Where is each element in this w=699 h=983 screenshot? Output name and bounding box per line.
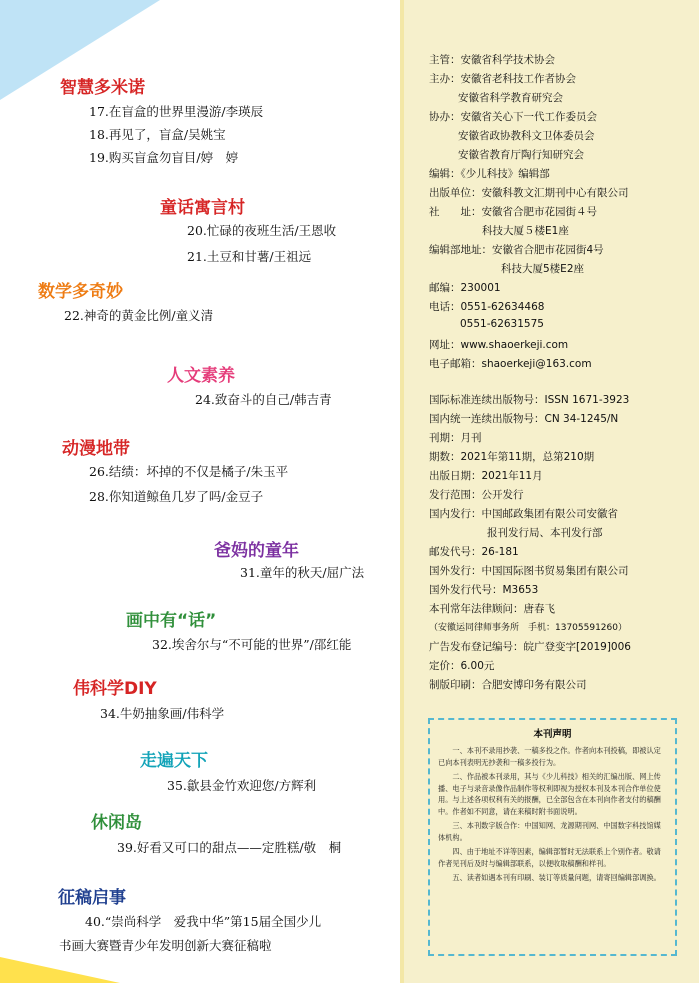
section-title: 征稿启事 (58, 888, 126, 908)
info-line: 国际标准连续出版物号：ISSN 1671-3923 (429, 394, 630, 406)
journal-statement-box (428, 718, 677, 956)
info-line: 出版单位：安徽科教文汇期刊中心有限公司 (429, 187, 629, 199)
section-title: 休闲岛 (91, 813, 142, 833)
statement-title: 本刊声明 (533, 729, 572, 740)
info-line: 邮编：230001 (429, 282, 501, 294)
section-title: 爸妈的童年 (214, 541, 299, 561)
info-line: 报刊发行局、本刊发行部 (487, 527, 603, 539)
info-line: 发行范围：公开发行 (429, 489, 524, 501)
toc-entry[interactable]: 28.你知道鲸鱼几岁了吗/金豆子 (89, 489, 264, 504)
section-title: 动漫地带 (62, 439, 130, 459)
info-line: 编辑部地址：安徽省合肥市花园街4号 (429, 244, 604, 256)
section-title: 走遍天下 (140, 751, 208, 771)
toc-entry[interactable]: 21.土豆和甘薯/王祖远 (187, 249, 312, 264)
info-line: 本刊常年法律顾问：唐春飞 (429, 603, 555, 615)
toc-entry[interactable]: 24.致奋斗的自己/韩吉青 (195, 392, 332, 407)
info-line: 定价：6.00元 (429, 660, 495, 672)
info-line: 主办：安徽省老科技工作者协会 (429, 73, 576, 85)
info-line: 国内发行：中国邮政集团有限公司安徽省 (429, 508, 618, 520)
info-line: （安徽运同律师事务所 手机：13705591260） (429, 623, 627, 633)
toc-entry[interactable]: 39.好看又可口的甜点——定胜糕/敬 桐 (117, 840, 342, 855)
statement-paragraph: 一、本刊不录用抄袭、一稿多投之作。作者向本刊投稿，即被认定已向本刊表明无抄袭和一稿多投行为。 (438, 746, 661, 767)
statement-paragraph: 五、读者如遇本刊有印刷、装订等质量问题，请寄回编辑部调换。 (452, 873, 661, 882)
info-line: 安徽省政协教科文卫体委员会 (458, 130, 595, 142)
info-line: 社 址：安徽省合肥市花园街４号 (429, 206, 597, 218)
info-line: 安徽省科学教育研究会 (458, 92, 563, 104)
info-line: 广告发布登记编号：皖广登变字[2019]006 (429, 641, 631, 653)
toc-entry[interactable]: 40.“崇尚科学 爱我中华”第15届全国少儿 (85, 914, 322, 929)
info-line: 国外发行：中国国际图书贸易集团有限公司 (429, 565, 629, 577)
info-line: 刊期：月刊 (429, 432, 482, 444)
info-line: 国外发行代号：M3653 (429, 584, 539, 596)
statement-paragraph: 二、作品被本刊录用，其与《少儿科技》相关的汇编出版、网上传播、电子与录音录像作品制作等权利即视为授权本刊及本刊合作单位使用。与上述各项权利有关的报酬，已全部包含在本刊向作者支付的稿酬中。作者如不同意，请在来稿时附书面说明。 (438, 772, 661, 816)
section-title: 智慧多米诺 (60, 78, 145, 98)
toc-entry[interactable]: 19.购买盲盒勿盲目/婷 婷 (89, 150, 239, 165)
info-line: 国内统一连续出版物号：CN 34-1245/N (429, 413, 619, 425)
statement-paragraph: 四、由于地址不详等因素，编辑部暂时无法联系上个别作者。敬请作者见刊后及时与编辑部联系，以便收取稿酬和样刊。 (438, 847, 661, 868)
info-line: 电话：0551-62634468 (429, 301, 545, 313)
info-line: 科技大厦５楼E1座 (482, 225, 569, 237)
info-line: 0551-62631575 (460, 318, 544, 330)
info-line: 出版日期：2021年11月 (429, 470, 543, 482)
toc-entry[interactable]: 17.在盲盒的世界里漫游/李瑛辰 (89, 104, 264, 119)
section-title: 伟科学DIY (73, 679, 157, 699)
info-line: 邮发代号：26-181 (429, 546, 519, 558)
toc-entry[interactable]: 20.忙碌的夜班生活/王恩收 (187, 223, 337, 238)
section-title: 人文素养 (167, 366, 235, 386)
section-title: 数学多奇妙 (38, 282, 123, 302)
info-line[interactable]: 网址：www.shaoerkeji.com (429, 339, 569, 351)
info-line: 主管：安徽省科学技术协会 (429, 54, 555, 66)
toc-entry[interactable]: 18.再见了，盲盒/吴姚宝 (89, 127, 226, 142)
toc-entry[interactable]: 35.歙县金竹欢迎您/方辉利 (167, 778, 317, 793)
toc-entry[interactable]: 31.童年的秋天/屈广法 (240, 565, 365, 580)
info-line[interactable]: 电子邮箱：shaoerkeji@163.com (429, 358, 592, 370)
info-line: 科技大厦5楼E2座 (501, 263, 584, 275)
statement-paragraph: 三、本刊数字版合作：中国知网、龙源期刊网、中国数字科技馆媒体机构。 (438, 821, 661, 842)
section-title: 童话寓言村 (160, 198, 245, 218)
section-title: 画中有“话” (126, 611, 217, 631)
toc-entry[interactable]: 34.牛奶抽象画/伟科学 (100, 706, 225, 721)
info-line: 协办：安徽省关心下一代工作委员会 (429, 111, 597, 123)
toc-entry[interactable]: 26.结绩：坏掉的不仅是橘子/朱玉平 (89, 464, 289, 479)
info-line: 编辑：《少儿科技》编辑部 (429, 168, 550, 180)
info-line: 制版印刷：合肥安博印务有限公司 (429, 679, 587, 691)
toc-entry[interactable]: 22.神奇的黄金比例/童义清 (64, 308, 214, 323)
toc-entry[interactable]: 书画大赛暨青少年发明创新大赛征稿啦 (59, 938, 272, 953)
info-line: 安徽省教育厅陶行知研究会 (458, 149, 584, 161)
info-line: 期数：2021年第11期，总第210期 (429, 451, 595, 463)
toc-entry[interactable]: 32.埃舍尔与“不可能的世界”/邵红能 (152, 637, 352, 652)
